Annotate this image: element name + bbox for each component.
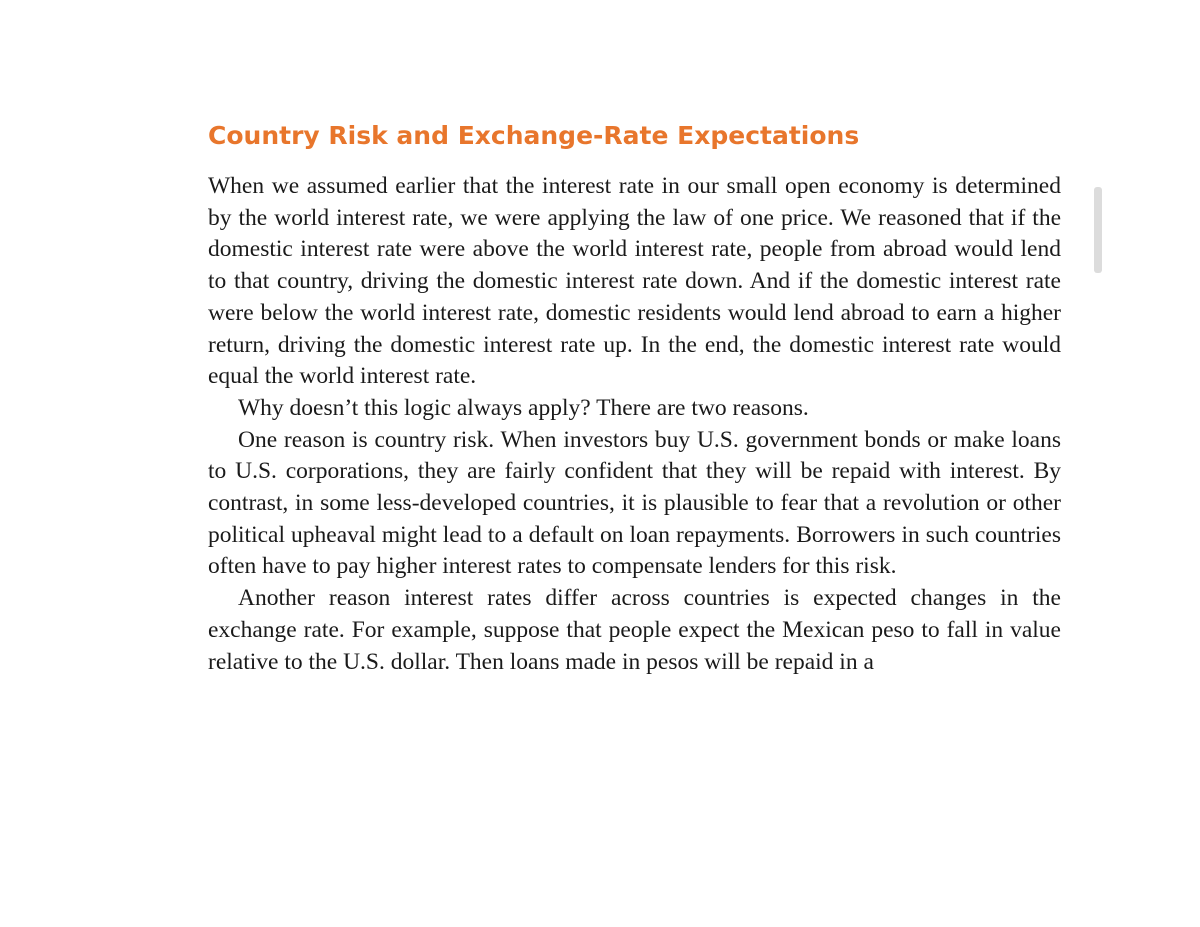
scrollbar-thumb[interactable] xyxy=(1094,187,1102,273)
section-heading: Country Risk and Exchange-Rate Expectations xyxy=(208,121,860,150)
paragraph-country-risk: One reason is country risk. When investors buy U.S. government bonds or make loans to U.S. corporations, they are fairly confident that they will be repaid with interest. By contrast, in some less-developed countries, it is plausible to fear that a revolution or other political upheaval might lead to a default on loan repayments. Borrowers in such countries often have to pay higher interest rates to compensate lenders for this risk. xyxy=(208,426,1061,580)
paragraph-law-of-one-price: When we assumed earlier that the interest rate in our small open economy is determined by the world interest rate, we were applying the law of one price. We reasoned that if the domestic interest rate were above the world interest rate, people from abroad would lend to that country, driving the domestic interest rate down. And if the domestic interest rate were below the world interest rate, domestic residents would lend abroad to earn a higher return, driving the domestic interest rate up. In the end, the domestic interest rate would equal the world interest rate. xyxy=(208,173,1061,390)
body-text xyxy=(208,171,1061,678)
paragraph-two-reasons: Why doesn’t this logic always apply? There are two reasons. xyxy=(238,394,809,421)
paragraph-exchange-rate: Another reason interest rates differ across countries is expected changes in the exchange rate. For example, suppose that people expect the Mexican peso to fall in value relative to the U.S. dollar. Then loans made in pesos will be repaid in a xyxy=(208,585,1061,675)
